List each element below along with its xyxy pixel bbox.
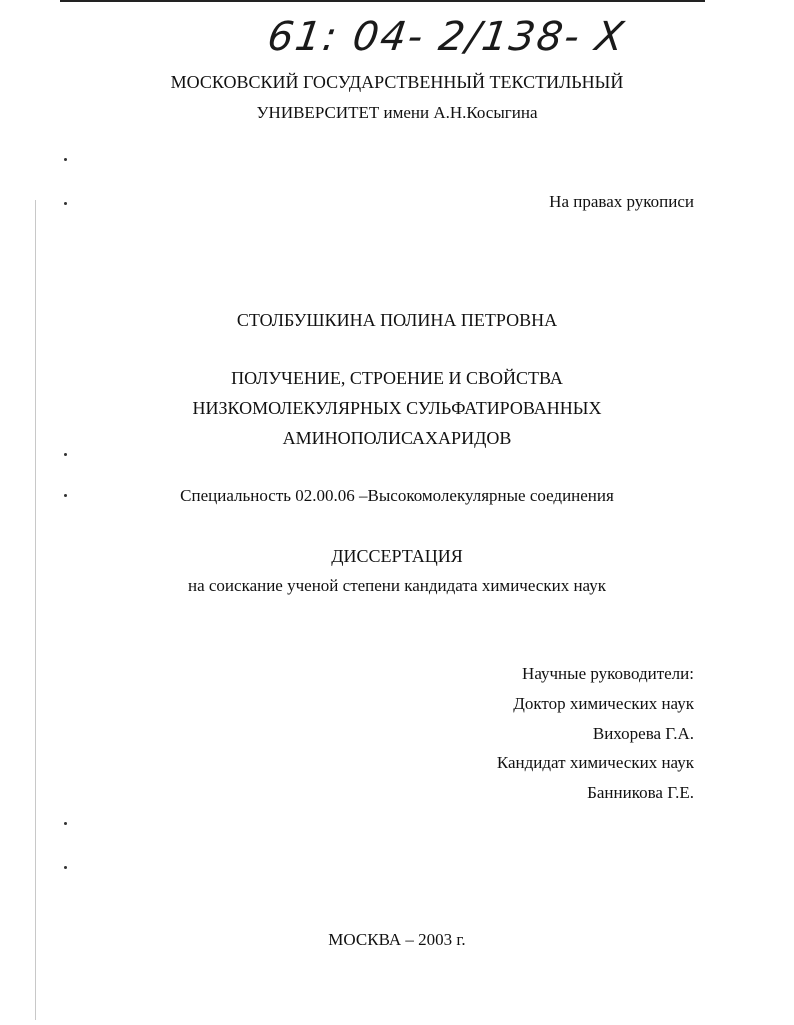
work-type: ДИССЕРТАЦИЯ <box>331 546 463 566</box>
supervisor-2-name: Банникова Г.Е. <box>587 783 694 802</box>
university-line-1: МОСКОВСКИЙ ГОСУДАРСТВЕННЫЙ ТЕКСТИЛЬНЫЙ <box>170 72 624 92</box>
university-line-2: УНИВЕРСИТЕТ имени А.Н.Косыгина <box>256 103 538 122</box>
scan-dot <box>64 202 67 205</box>
title-line-1: ПОЛУЧЕНИЕ, СТРОЕНИЕ И СВОЙСТВА <box>231 368 563 388</box>
rights-note: На правах рукописи <box>549 192 694 211</box>
degree-line: на соискание ученой степени кандидата химических наук <box>187 576 606 595</box>
supervisor-1-degree: Доктор химических наук <box>513 694 694 713</box>
title-line-2: НИЗКОМОЛЕКУЛЯРНЫХ СУЛЬФАТИРОВАННЫХ <box>192 398 602 418</box>
author-name: СТОЛБУШКИНА ПОЛИНА ПЕТРОВНА <box>236 310 558 330</box>
scan-dot <box>64 453 67 456</box>
scan-dot <box>64 822 67 825</box>
scan-dot <box>64 158 67 161</box>
supervisors-heading: Научные руководители: <box>522 664 694 683</box>
scan-top-line <box>60 0 705 2</box>
supervisor-2-degree: Кандидат химических наук <box>496 753 694 772</box>
specialty: Специальность 02.00.06 –Высокомолекулярные соединения <box>180 486 614 505</box>
city-year: МОСКВА – 2003 г. <box>328 930 466 949</box>
scan-dot <box>64 866 67 869</box>
supervisor-1-name: Вихорева Г.А. <box>592 724 694 743</box>
handwritten-archive-code: 61: 04- 2/138- X <box>264 14 629 60</box>
title-line-3: АМИНОПОЛИСАХАРИДОВ <box>282 428 512 448</box>
